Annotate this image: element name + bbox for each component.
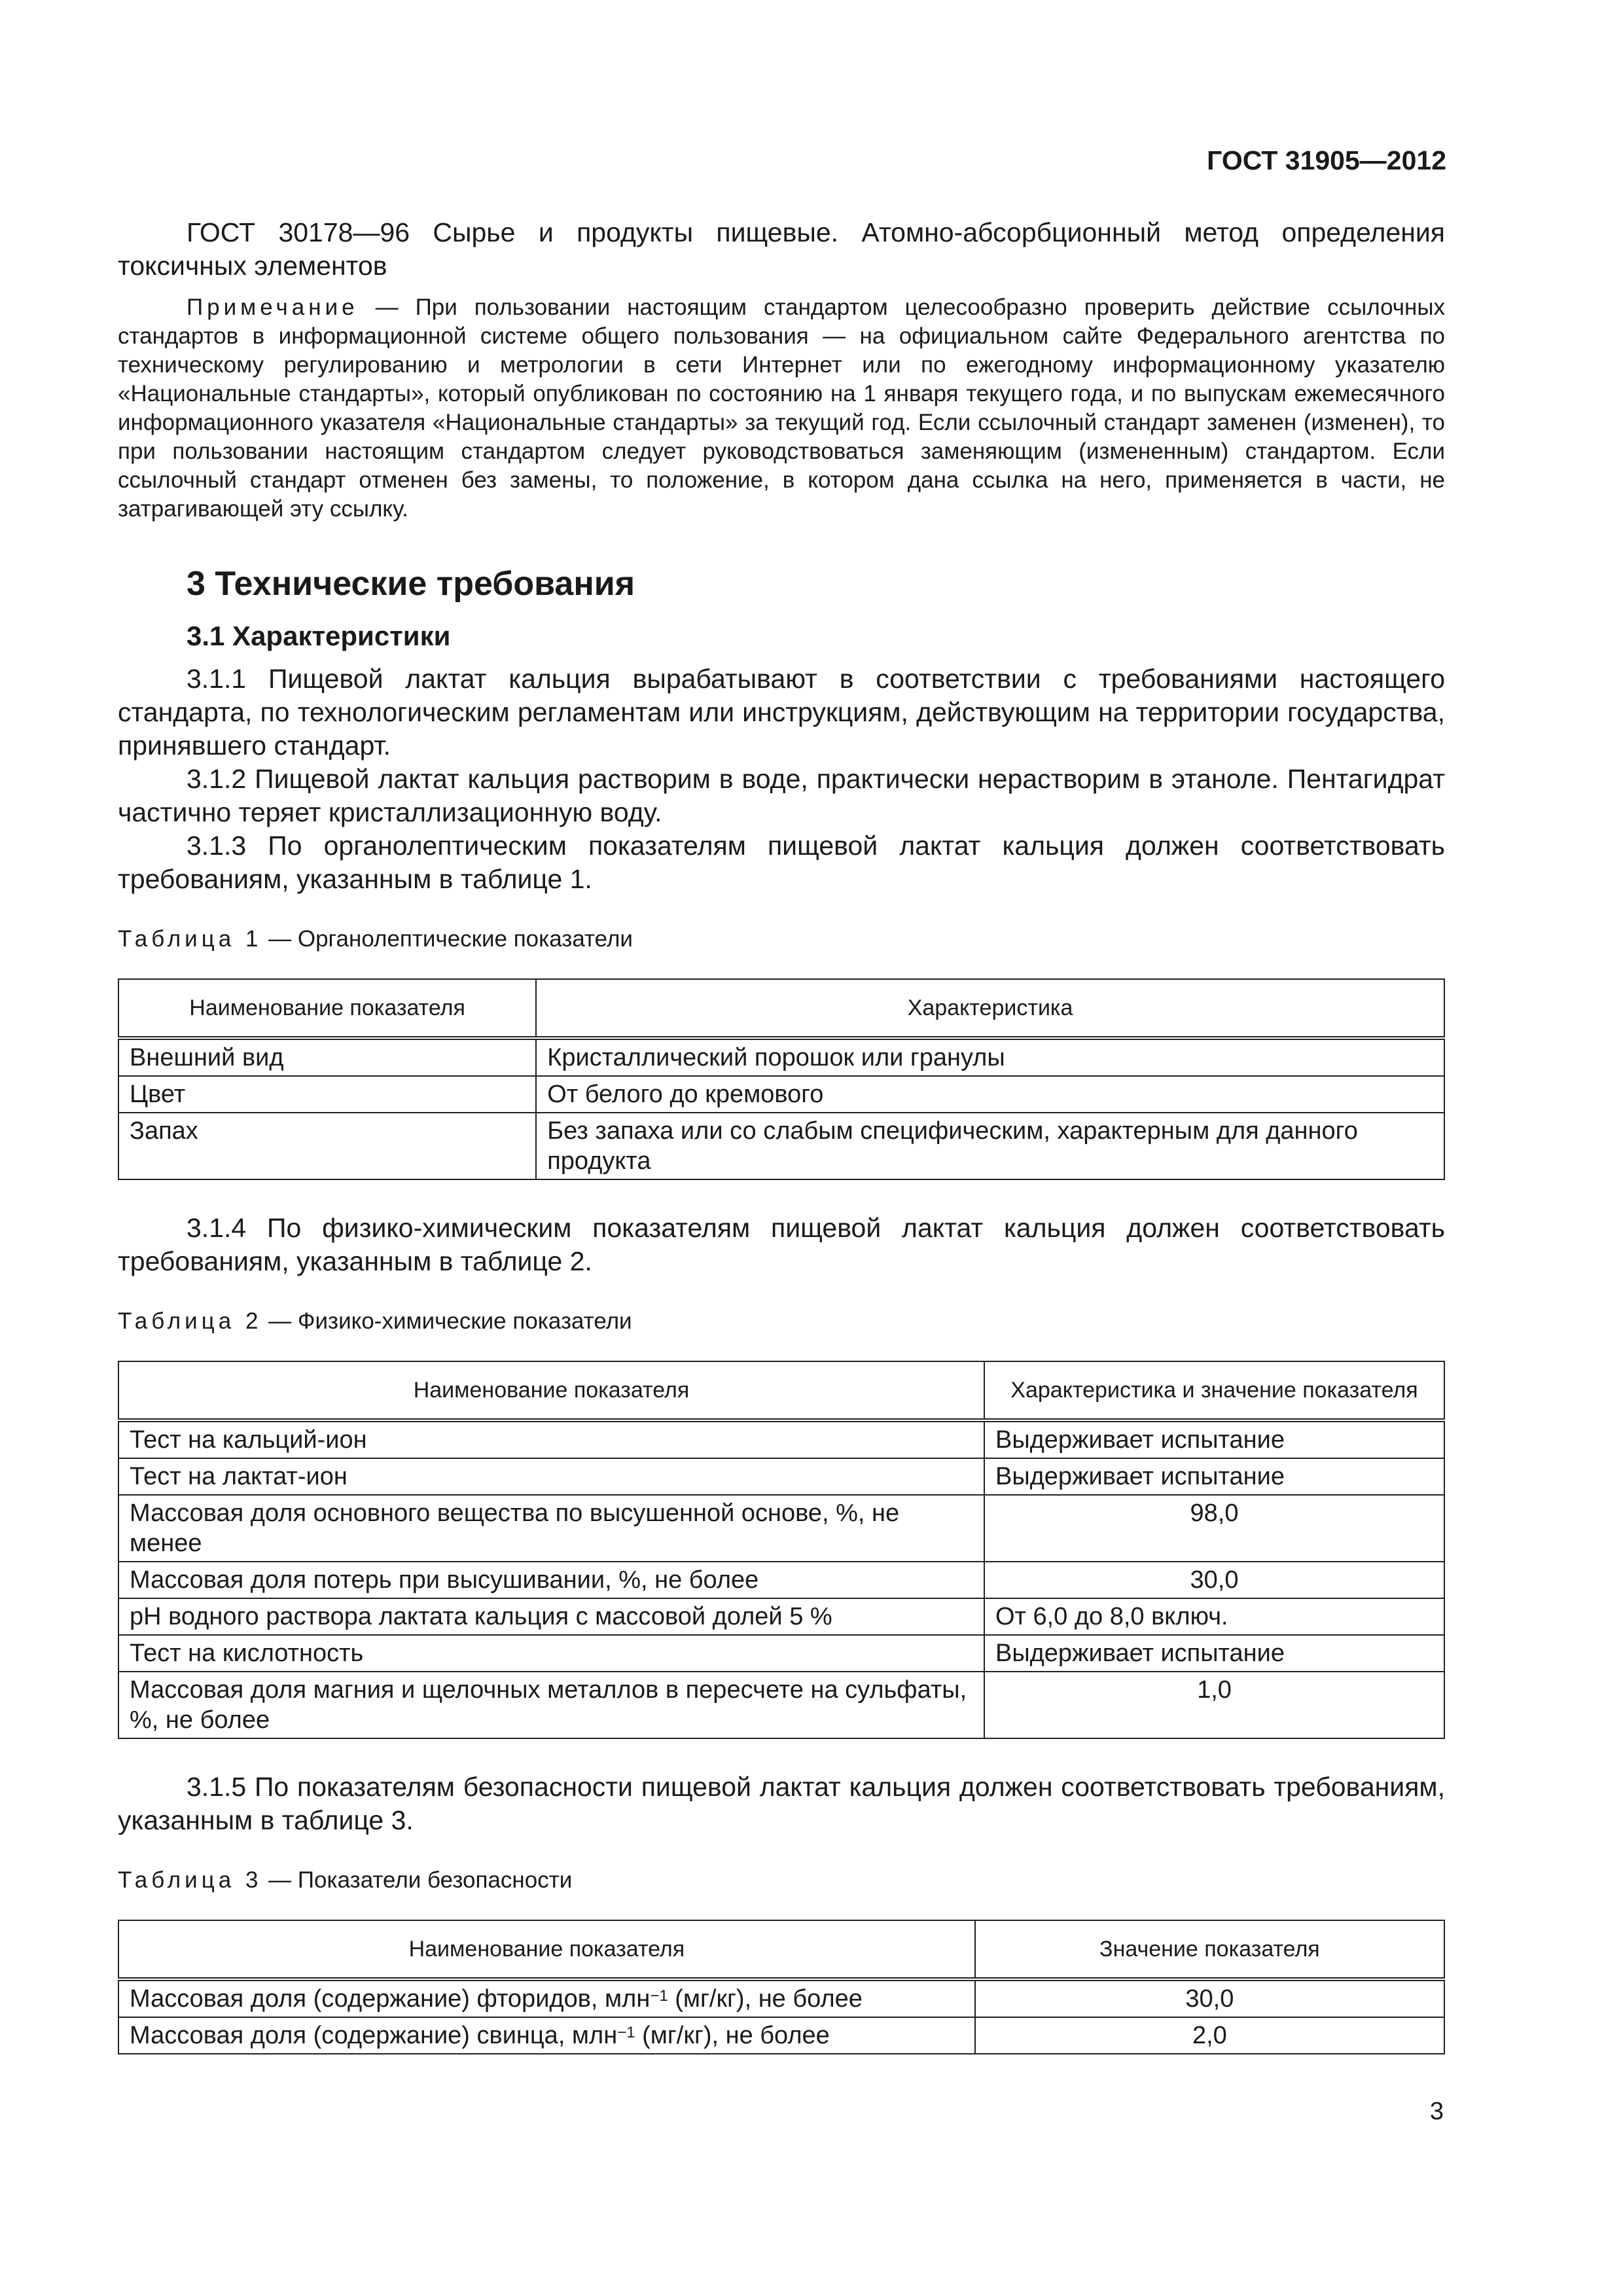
table-cell: От 6,0 до 8,0 включ. [984, 1598, 1444, 1635]
table-cell: Выдерживает испытание [984, 1635, 1444, 1672]
table2-caption [118, 1308, 1445, 1335]
table-header-row [118, 979, 1444, 1038]
table-row [118, 1458, 1444, 1495]
cell-text: Массовая доля (содержание) фторидов, млн [130, 1985, 651, 2013]
table-row [118, 1562, 1444, 1598]
table-cell: 98,0 [984, 1495, 1444, 1562]
section-title: 3 Технические требования [187, 565, 635, 603]
document-code: ГОСТ 31905—2012 [1207, 145, 1446, 175]
cell-text: Массовая доля (содержание) свинца, млн [130, 2022, 618, 2049]
cell-text: (мг/кг), не более [635, 2022, 830, 2049]
table1-caption-text: — Органолептические показатели [262, 926, 633, 952]
table-organoleptic [118, 978, 1445, 1180]
table-row [118, 1113, 1444, 1179]
table-cell: Кристаллический порошок или гранулы [536, 1038, 1444, 1076]
table-cell: Без запаха или со слабым специфическим, характерным для данного продукта [536, 1113, 1444, 1179]
table-cell: pH водного раствора лактата кальция с массовой долей 5 % [118, 1598, 984, 1635]
table-cell: 1,0 [984, 1672, 1444, 1738]
paragraph-3-1-2: 3.1.2 Пищевой лактат кальция растворим в воде, практически нерастворим в этаноле. Пентагидрат частично теряет кристаллизационную воду. [118, 764, 1445, 827]
table-header-cell: Наименование показателя [118, 979, 536, 1038]
cell-superscript: −1 [617, 2024, 635, 2041]
table-physicochemical [118, 1361, 1445, 1739]
table-header-row [118, 1920, 1444, 1979]
table1-caption [118, 926, 1445, 952]
table-row [118, 1076, 1444, 1113]
table-cell [118, 1979, 975, 2017]
table-row [118, 1420, 1444, 1458]
table-cell: Массовая доля основного вещества по высушенной основе, %, не менее [118, 1495, 984, 1562]
table-row [118, 1038, 1444, 1076]
page-content [118, 216, 1445, 2054]
table-header-cell: Наименование показателя [118, 1920, 975, 1979]
table3-caption [118, 1867, 1445, 1893]
table3-caption-text: — Показатели безопасности [262, 1867, 573, 1893]
table-cell: От белого до кремового [536, 1076, 1444, 1113]
paragraph-3-1-5: 3.1.5 По показателям безопасности пищевой лактат кальция должен соответствовать требованиям, указанным в таблице 3. [118, 1772, 1445, 1835]
paragraph-3-1-3: 3.1.3 По органолептическим показателям пищевой лактат кальция должен соответствовать требованиям, указанным в таблице 1. [118, 831, 1445, 894]
table-cell: Выдерживает испытание [984, 1420, 1444, 1458]
note-label: Примечание [187, 295, 359, 320]
paragraph-3-1-4: 3.1.4 По физико-химическим показателям пищевой лактат кальция должен соответствовать требованиям, указанным в таблице 2. [118, 1213, 1445, 1276]
note [118, 293, 1445, 524]
cell-text: (мг/кг), не более [668, 1985, 863, 2013]
table-cell: Тест на лактат-ион [118, 1458, 984, 1495]
table-cell: Тест на кислотность [118, 1635, 984, 1672]
table-cell [118, 2017, 975, 2054]
table-row [118, 1598, 1444, 1635]
reference-entry: ГОСТ 30178—96 Сырье и продукты пищевые. Атомно-абсорбционный метод определения токсичных элементов [118, 217, 1445, 281]
table-header-cell: Характеристика [536, 979, 1444, 1038]
table-cell: 30,0 [984, 1562, 1444, 1598]
page-number: 3 [1429, 2098, 1444, 2125]
cell-superscript: −1 [650, 1987, 668, 2005]
table-cell: 2,0 [975, 2017, 1444, 2054]
table-header-cell: Характеристика и значение показателя [984, 1361, 1444, 1420]
table-cell: Выдерживает испытание [984, 1458, 1444, 1495]
table1-caption-label: Таблица 1 [118, 926, 262, 952]
table-row [118, 1979, 1444, 2017]
paragraph-3-1-1: 3.1.1 Пищевой лактат кальция вырабатывают в соответствии с требованиями настоящего стандарта, по технологическим регламентам или инструкциям, действующим на территории государства, принявшего стандарт. [118, 664, 1445, 761]
table-header-cell: Наименование показателя [118, 1361, 984, 1420]
table2-caption-text: — Физико-химические показатели [262, 1308, 632, 1334]
table-cell: Тест на кальций-ион [118, 1420, 984, 1458]
table-cell: 30,0 [975, 1979, 1444, 2017]
table2-caption-label: Таблица 2 [118, 1308, 262, 1334]
table-row [118, 2017, 1444, 2054]
table-row [118, 1635, 1444, 1672]
table-row [118, 1495, 1444, 1562]
table-row [118, 1672, 1444, 1738]
table-safety [118, 1920, 1445, 2054]
table-cell: Запах [118, 1113, 536, 1179]
table-cell: Цвет [118, 1076, 536, 1113]
table-header-cell: Значение показателя [975, 1920, 1444, 1979]
table-cell: Массовая доля потерь при высушивании, %, не более [118, 1562, 984, 1598]
subsection-title: 3.1 Характеристики [187, 620, 451, 651]
table-cell: Внешний вид [118, 1038, 536, 1076]
note-text: — При пользовании настоящим стандартом целесообразно проверить действие ссылочных стандартов в информационной системе общего пользования — на официальном сайте Федерального агентства по техническому регулированию и метрологии в сети Интернет или по ежегодному информационному указателю «Национальные стандарты», который опубликован по состоянию на 1 января текущего года, и по выпускам ежемесячного информационного указателя «Национальные стандарты» за текущий год. Если ссылочный стандарт заменен (изменен), то при пользовании настоящим стандартом следует руководствоваться заменяющим (измененным) стандартом. Если ссылочный стандарт отменен без замены, то положение, в котором дана ссылка на него, применяется в части, не затрагивающей эту ссылку. [118, 295, 1445, 522]
table-cell: Массовая доля магния и щелочных металлов в пересчете на сульфаты, %, не более [118, 1672, 984, 1738]
table3-caption-label: Таблица 3 [118, 1867, 262, 1893]
table-header-row [118, 1361, 1444, 1420]
